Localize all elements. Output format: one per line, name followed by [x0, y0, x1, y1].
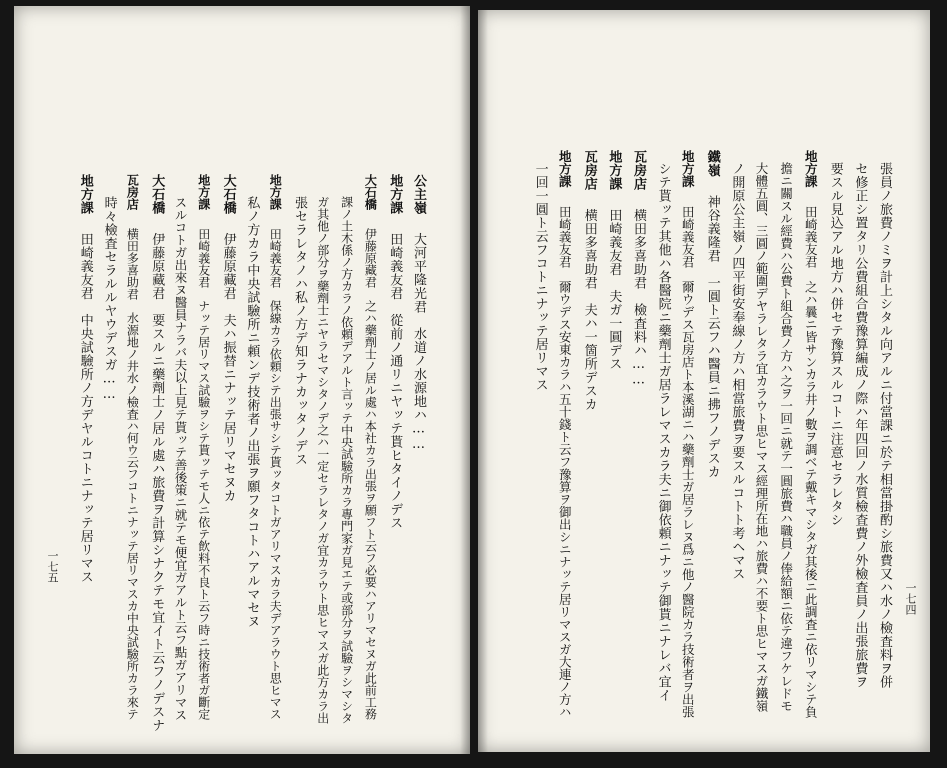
speaker-label: 地方課: [268, 174, 283, 210]
column-text: 神谷義隆君 一圓ト云フハ醫員ニ拂フノデスカ: [704, 195, 720, 479]
spine-shadow: [478, 10, 488, 752]
column-text: セ修正シ置タリ公費組合費豫算編成ノ際ハ年四回ノ水質檢査費ノ外檢査員ノ出張旅費ヲ: [852, 162, 868, 689]
column-text: 伊藤原藏君 要スルニ藥劑士ノ居ル處ハ旅費ヲ計算シナクテモ宜イト云フノデスナ: [149, 232, 165, 732]
column-text: 田崎義友君 從前ノ通リニヤッテ貰ヒタイノデス: [387, 232, 403, 530]
column-text: 田崎義友君 爾ウデス安東カラハ五十錢ト云フ豫算ヲ御出シニナッテ居リマスガ大連ノ方ハ: [557, 205, 573, 718]
column-text: 課ノ土木係ノ方カラノ依頼デアルト言ッテ中央試驗所カラ專門家ガ見エテ或部分ヲ試驗ヲシマシタ: [339, 196, 354, 724]
column-text: スルコトガ出來ヌ醫員ナラバ夫以上見テ貰ッテ善後策ニ就テモ便宜ガアルト云フ點ガアリマス: [173, 196, 188, 721]
folio-right: 一七四: [904, 582, 917, 615]
speaker-label: 瓦房店: [631, 150, 646, 191]
text-column: [243, 196, 259, 628]
column-text: 田崎義友君 之ハ曩ニ皆サンカラ井ノ數ヲ調ベテ戴キマシタガ其後ニ此調査ニ依リマシテ負: [803, 205, 819, 718]
speaker-label: 大石橋: [363, 174, 378, 210]
speaker-label: 地方課: [77, 174, 93, 215]
column-text: 伊藤原藏君 夫ハ振替ニナッテ居リマセヌカ: [220, 232, 236, 503]
speaker-label: 地方課: [557, 150, 573, 188]
column-text: 張員ノ旅費ノミヲ計上シタル向アルニ付當課ニ於テ相當掛酌シ旅費又ハ水ノ檢査料ヲ併: [877, 162, 892, 689]
text-column: [802, 150, 818, 718]
text-column: [386, 174, 402, 530]
column-text: 横田多喜助君 夫ハ一箇所デスカ: [581, 208, 597, 411]
text-column: [124, 174, 140, 720]
column-text: 私ノ方カラ中央試驗所ニ頼ンデ技術者ノ出張ヲ願フタコトハアルマセヌ: [244, 196, 260, 628]
column-text: 田崎義友君 保線カラ依頼シテ出張サシテ貰ッタコトガアリマスカラ夫デアラウト思ヒマス: [268, 228, 283, 720]
folio-left: 一七五: [46, 550, 59, 583]
text-column: [410, 174, 426, 453]
speaker-label: 地方課: [680, 150, 696, 188]
spine-shadow: [460, 6, 470, 754]
column-text: ノ開原公主嶺ノ四平街安奉線ノ方ハ相當旅費ヲ要スルコトト考ヘマス: [729, 162, 745, 581]
text-column: [704, 150, 720, 479]
speaker-label: 瓦房店: [125, 174, 140, 210]
column-text: 田崎義友君 爾ウデス瓦房店ト本溪湖ニハ藥劑士ガ居ラレヌ爲ニ他ノ醫院カラ技術者ヲ出張: [680, 205, 696, 718]
text-column: [532, 162, 548, 392]
left-page: [14, 6, 470, 754]
column-text: 要スル見込アル地方ハ併セテ豫算スルコトニ注意セラレタシ: [827, 162, 843, 527]
right-page: [478, 10, 930, 752]
text-column: [876, 162, 892, 689]
text-column: [679, 150, 695, 718]
column-text: 大體五圓、三圓ノ範圍デヤラレタラ宜カラウト思ヒマス經理所在地ハ旅費ハ不要ト思ヒマスガ鐵嶺: [754, 162, 769, 712]
text-column: [827, 162, 843, 527]
text-column: [362, 174, 378, 720]
text-column: [605, 150, 621, 371]
speaker-label: 地方課: [803, 150, 819, 188]
text-column: [851, 162, 867, 689]
speaker-label: 地方課: [606, 150, 622, 191]
text-column: [339, 196, 355, 724]
speaker-label: 公主嶺: [411, 174, 426, 215]
text-column: [220, 174, 236, 503]
column-text: 張セラレタノハ私ノ方デ知ラナカッタノデス: [292, 196, 307, 466]
column-text: 田崎義友君 ナッテ居リマス試驗ヲシテ貰ッテモ人ニ依テ飲料不良ト云フ時ニ技術者ガ斷定: [196, 228, 211, 720]
speaker-label: 大石橋: [149, 174, 165, 215]
text-column: [196, 174, 212, 720]
text-column: [267, 174, 283, 720]
column-text: 時々檢査セラルルヤウデスガ……: [101, 196, 117, 403]
text-column: [101, 196, 117, 403]
speaker-label: 大石橋: [220, 174, 236, 215]
column-text: 擔ニ關スル經費ハ公費ト組合費ノ方ハ之ヲ一回ニ就テ一圓旅費ハ職員ノ俸給額ニ依テ違フケレドモ: [778, 162, 794, 712]
text-column: [148, 174, 164, 732]
speaker-label: 鐵嶺: [704, 150, 720, 177]
column-text: 伊藤原藏君 之ハ藥劑士ノ居ル處ハ本社カラ出張ヲ願フト云フ必要ハアリマセヌガ此前工務: [363, 228, 378, 720]
text-column: [315, 196, 331, 724]
column-text: 田崎義友君 夫ガ一圓デス: [606, 208, 622, 371]
column-text: 一回一圓ト云フコトニナッテ居リマス: [532, 162, 548, 392]
text-column: [630, 150, 646, 388]
speaker-label: 地方課: [196, 174, 211, 210]
text-column: [753, 162, 769, 712]
speaker-label: 地方課: [387, 174, 403, 215]
text-column: [655, 162, 671, 702]
text-column: [778, 162, 794, 712]
column-text: 田崎義友君 中央試驗所ノ方デヤルコトニナッテ居リマス: [77, 232, 93, 584]
text-column: [291, 196, 307, 466]
column-text: 横田多喜助君 水源地ノ井水ノ檢査ハ何ウ云フコトニナッテ居リマスカ中央試驗所カラ來テ: [125, 228, 140, 720]
text-column: [556, 150, 572, 718]
speaker-label: 瓦房店: [581, 150, 597, 191]
column-text: ガ其他ノ部分ヲ藥劑士ニヤラセマシタノデ之ハ一定セラレタノガ宜カラウト思ヒマスガ此方カラ出: [315, 196, 330, 724]
column-text: 大河平隆光君 水道ノ水源地ハ……: [411, 232, 426, 453]
text-column: [172, 196, 188, 721]
column-text: 横田多喜助君 檢査料ハ……: [631, 208, 646, 388]
column-text: シテ貰ッテ其他ハ各醫院ニ藥劑士ガ居ラレマスカラ夫ニ御依頼ニナッテ御貰ニナレバ宜イ: [655, 162, 671, 702]
text-column: [581, 150, 597, 411]
text-column: [77, 174, 93, 584]
text-column: [728, 162, 744, 581]
